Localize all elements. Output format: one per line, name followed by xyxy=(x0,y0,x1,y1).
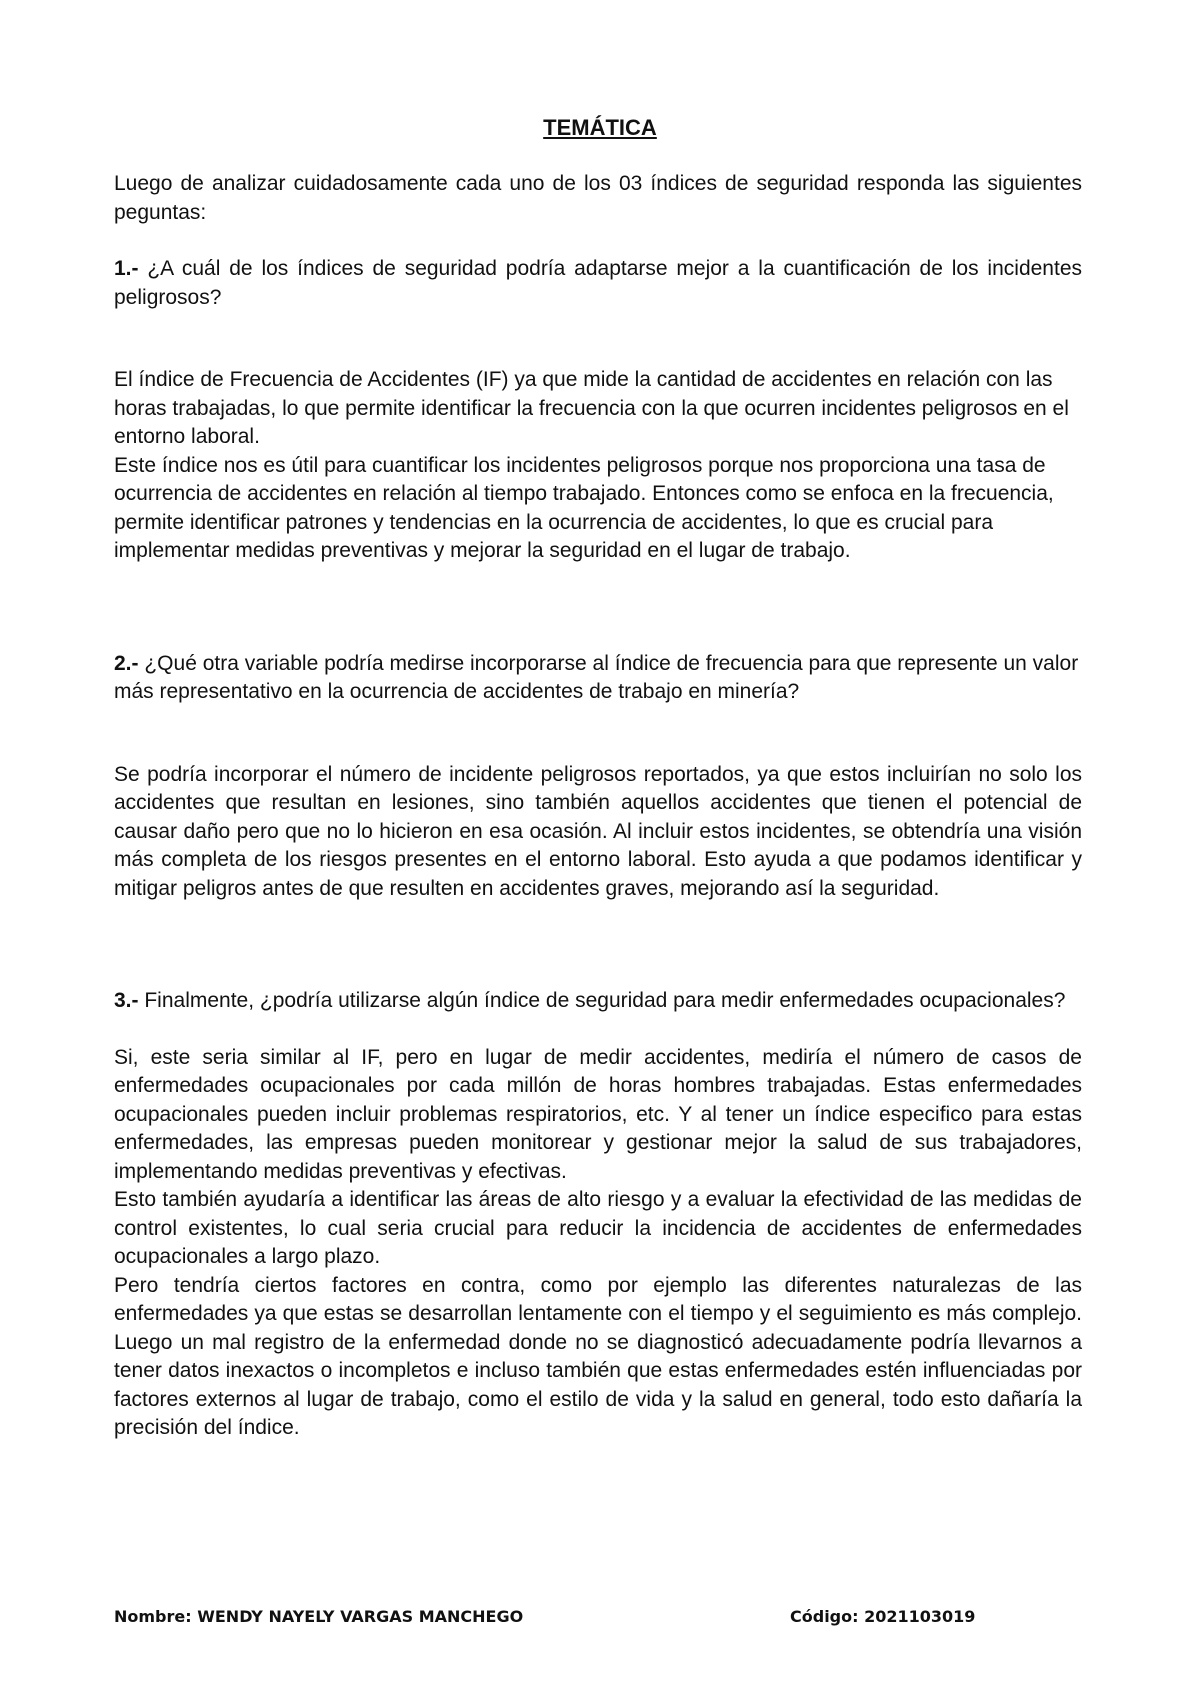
spacer xyxy=(114,312,1082,366)
answer-3-paragraph-3: Pero tendría ciertos factores en contra, como por ejemplo las diferentes naturalezas de las enfermedades ya que estas se desarrollan lentamente con el tiempo y el seguimiento es más complejo. Luego un mal registro de la enfermedad donde no se diagnosticó adecuadamente podría llevarnos a tener datos inexactos o incompletos e incluso también que estas enfermedades estén influenciadas por factores externos al lugar de trabajo, como el estilo de vida y la salud en general, todo esto dañaría la precisión del índice. xyxy=(114,1273,1082,1439)
intro-paragraph: Luego de analizar cuidadosamente cada uno de los 03 índices de seguridad responda las siguientes peguntas: xyxy=(114,172,1082,224)
page-title: TEMÁTICA xyxy=(543,115,657,140)
answer-2-paragraph-1: Se podría incorporar el número de incidente peligrosos reportados, ya que estos incluirían no solo los accidentes que resultan en lesiones, sino también aquellos accidentes que tienen el potencial de causar daño pero que no lo hicieron en esa ocasión. Al incluir estos incidentes, se obtendría una visión más completa de los riesgos presentes en el entorno laboral. Esto ayuda a que podamos identificar y mitigar peligros antes de que resulten en accidentes graves, mejorando así la seguridad. xyxy=(114,762,1082,900)
question-3 xyxy=(114,987,1082,1016)
document-body xyxy=(114,170,1082,1443)
student-code: Código: 2021103019 xyxy=(790,1607,976,1626)
question-3-number: 3.- xyxy=(114,989,139,1012)
question-3-text: Finalmente, ¿podría utilizarse algún índice de seguridad para medir enfermedades ocupacionales? xyxy=(138,989,1066,1012)
question-2 xyxy=(114,650,1082,707)
student-name: Nombre: WENDY NAYELY VARGAS MANCHEGO xyxy=(114,1607,524,1626)
spacer xyxy=(114,707,1082,761)
question-1-text: ¿A cuál de los índices de seguridad podría adaptarse mejor a la cuantificación de los incidentes peligrosos? xyxy=(114,257,1082,309)
question-2-number: 2.- xyxy=(114,651,139,675)
spacer xyxy=(114,227,1082,255)
answer-1-paragraph-2: Este índice nos es útil para cuantificar los incidentes peligrosos porque nos proporciona una tasa de ocurrencia de accidentes en relación al tiempo trabajado. Entonces como se enfoca en la frecuencia, permite identificar patrones y tendencias en la ocurrencia de accidentes, lo que es crucial para implementar medidas preventivas y mejorar la seguridad en el lugar de trabajo. xyxy=(114,453,1054,562)
spacer xyxy=(114,1016,1082,1044)
question-1-number: 1.- xyxy=(114,257,139,280)
spacer xyxy=(114,903,1082,987)
answer-1-paragraph-1: El índice de Frecuencia de Accidentes (IF) ya que mide la cantidad de accidentes en relación con las horas trabajadas, lo que permite identificar la frecuencia con la que ocurren incidentes peligrosos en el entorno laboral. xyxy=(114,368,1069,448)
answer-3-paragraph-2: Esto también ayudaría a identificar las áreas de alto riesgo y a evaluar la efectividad de las medidas de control existentes, lo cual seria crucial para reducir la incidencia de accidentes de enfermedades ocupacionales a largo plazo. xyxy=(114,1188,1082,1268)
answer-3-paragraph-1: Si, este seria similar al IF, pero en lugar de medir accidentes, mediría el número de casos de enfermedades ocupacionales por cada millón de horas hombres trabajadas. Estas enfermedades ocupacionales pueden incluir problemas respiratorios, etc. Y al tener un índice especifico para estas enfermedades, las empresas pueden monitorear y gestionar mejor la salud de sus trabajadores, implementando medidas preventivas y efectivas. xyxy=(114,1045,1082,1183)
question-1 xyxy=(114,255,1082,312)
spacer xyxy=(114,566,1082,650)
question-2-text: ¿Qué otra variable podría medirse incorporarse al índice de frecuencia para que represente un valor más representativo en la ocurrencia de accidentes de trabajo en minería? xyxy=(114,651,1079,703)
